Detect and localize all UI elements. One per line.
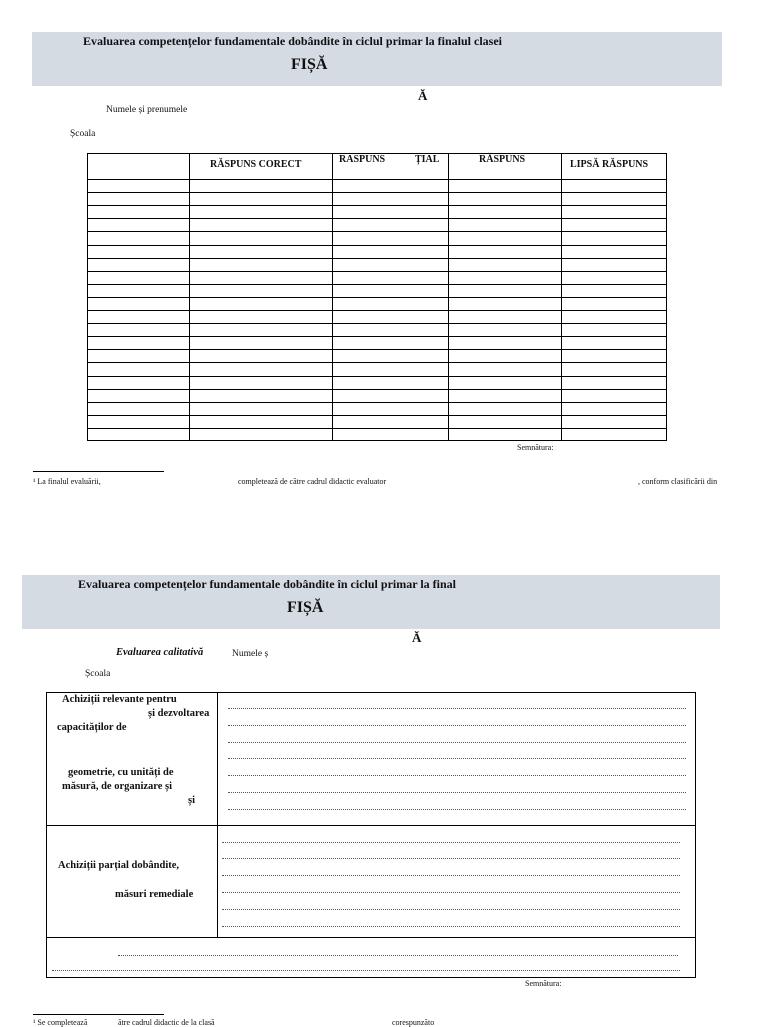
section-2-line: Achiziții parțial dobândite, [58,860,180,871]
column-header-wrong: RĂSPUNS [479,154,526,165]
school-label: Școala [70,129,96,139]
table-row-line [87,179,667,180]
answer-dotted-line [118,955,678,956]
footnote-rule [33,471,164,472]
row-divider [46,937,696,938]
table-outline [46,692,696,978]
table-row-line [87,336,667,337]
table-row-line [87,389,667,390]
column-divider [217,692,218,938]
table-row-line [87,402,667,403]
footnote-rule [33,1014,164,1015]
section-1-line: geometrie, cu unități de [68,767,174,778]
school-label: Școala [85,669,111,679]
answer-dotted-line [228,725,686,726]
answer-dotted-line [52,970,680,971]
table-row-line [87,245,667,246]
row-divider [46,825,696,826]
section-1-line: Achiziții relevante pentru [62,694,177,705]
table-row-line [87,376,667,377]
answer-dotted-line [222,858,680,859]
table-row-line [87,415,667,416]
section-1-line: și dezvoltarea [148,708,210,719]
footnote-part3: , conform clasificării din [638,477,718,486]
header-line: Evaluarea competențelor fundamentale dobândite în ciclul primar la finalul clasei [83,34,502,48]
table-row-line [87,258,667,259]
answer-dotted-line [222,875,680,876]
answer-dotted-line [228,758,686,759]
table-row-line [87,310,667,311]
answer-dotted-line [222,926,680,927]
table-row-line [87,205,667,206]
name-label: Numele ș [232,649,269,659]
answer-dotted-line [222,909,680,910]
column-header-partial-b: ȚIAL [415,154,440,165]
answer-dotted-line [222,842,680,843]
footnote-part1: ¹ Se completează [33,1018,88,1027]
answer-dotted-line [222,892,680,893]
name-label: Numele și prenumele [106,105,188,115]
column-header-missing: LIPSĂ RĂSPUNS [570,159,649,170]
page-title: FIȘĂ [287,599,324,616]
footnote-part3: corespunzăto [392,1018,435,1027]
answer-dotted-line [228,708,686,709]
table-row-line [87,284,667,285]
section-1-line: capacităților de [57,722,127,733]
table-row-line [87,192,667,193]
footnote-part2: completează de către cadrul didactic evaluator [238,477,387,486]
title-fragment: Ă [418,88,428,103]
header-line: Evaluarea competențelor fundamentale dobândite în ciclul primar la final [78,577,456,591]
column-header-correct: RĂSPUNS CORECT [210,159,302,170]
title-fragment: Ă [412,630,422,645]
qualitative-label: Evaluarea calitativă [116,647,204,658]
section-1-line: măsură, de organizare și [62,781,173,792]
column-header-partial-a: RASPUNS [339,154,386,165]
table-row-line [87,297,667,298]
answer-dotted-line [228,742,686,743]
table-row-line [87,271,667,272]
table-row-line [87,218,667,219]
table-row-line [87,428,667,429]
answer-dotted-line [228,809,686,810]
table-row-line [87,349,667,350]
table-row-line [87,323,667,324]
table-row-line [87,362,667,363]
page-title: FIȘĂ [291,56,328,73]
section-1-line: și [188,795,196,806]
footnote-part1: ¹ La finalul evaluării, [33,477,101,486]
section-2-line: măsuri remediale [115,889,194,900]
signature-label: Semnătura: [525,979,562,988]
footnote-part2: ătre cadrul didactic de la clasă [118,1018,215,1027]
answer-dotted-line [228,792,686,793]
table-row-line [87,231,667,232]
signature-label: Semnătura: [517,443,554,452]
answer-dotted-line [228,775,686,776]
